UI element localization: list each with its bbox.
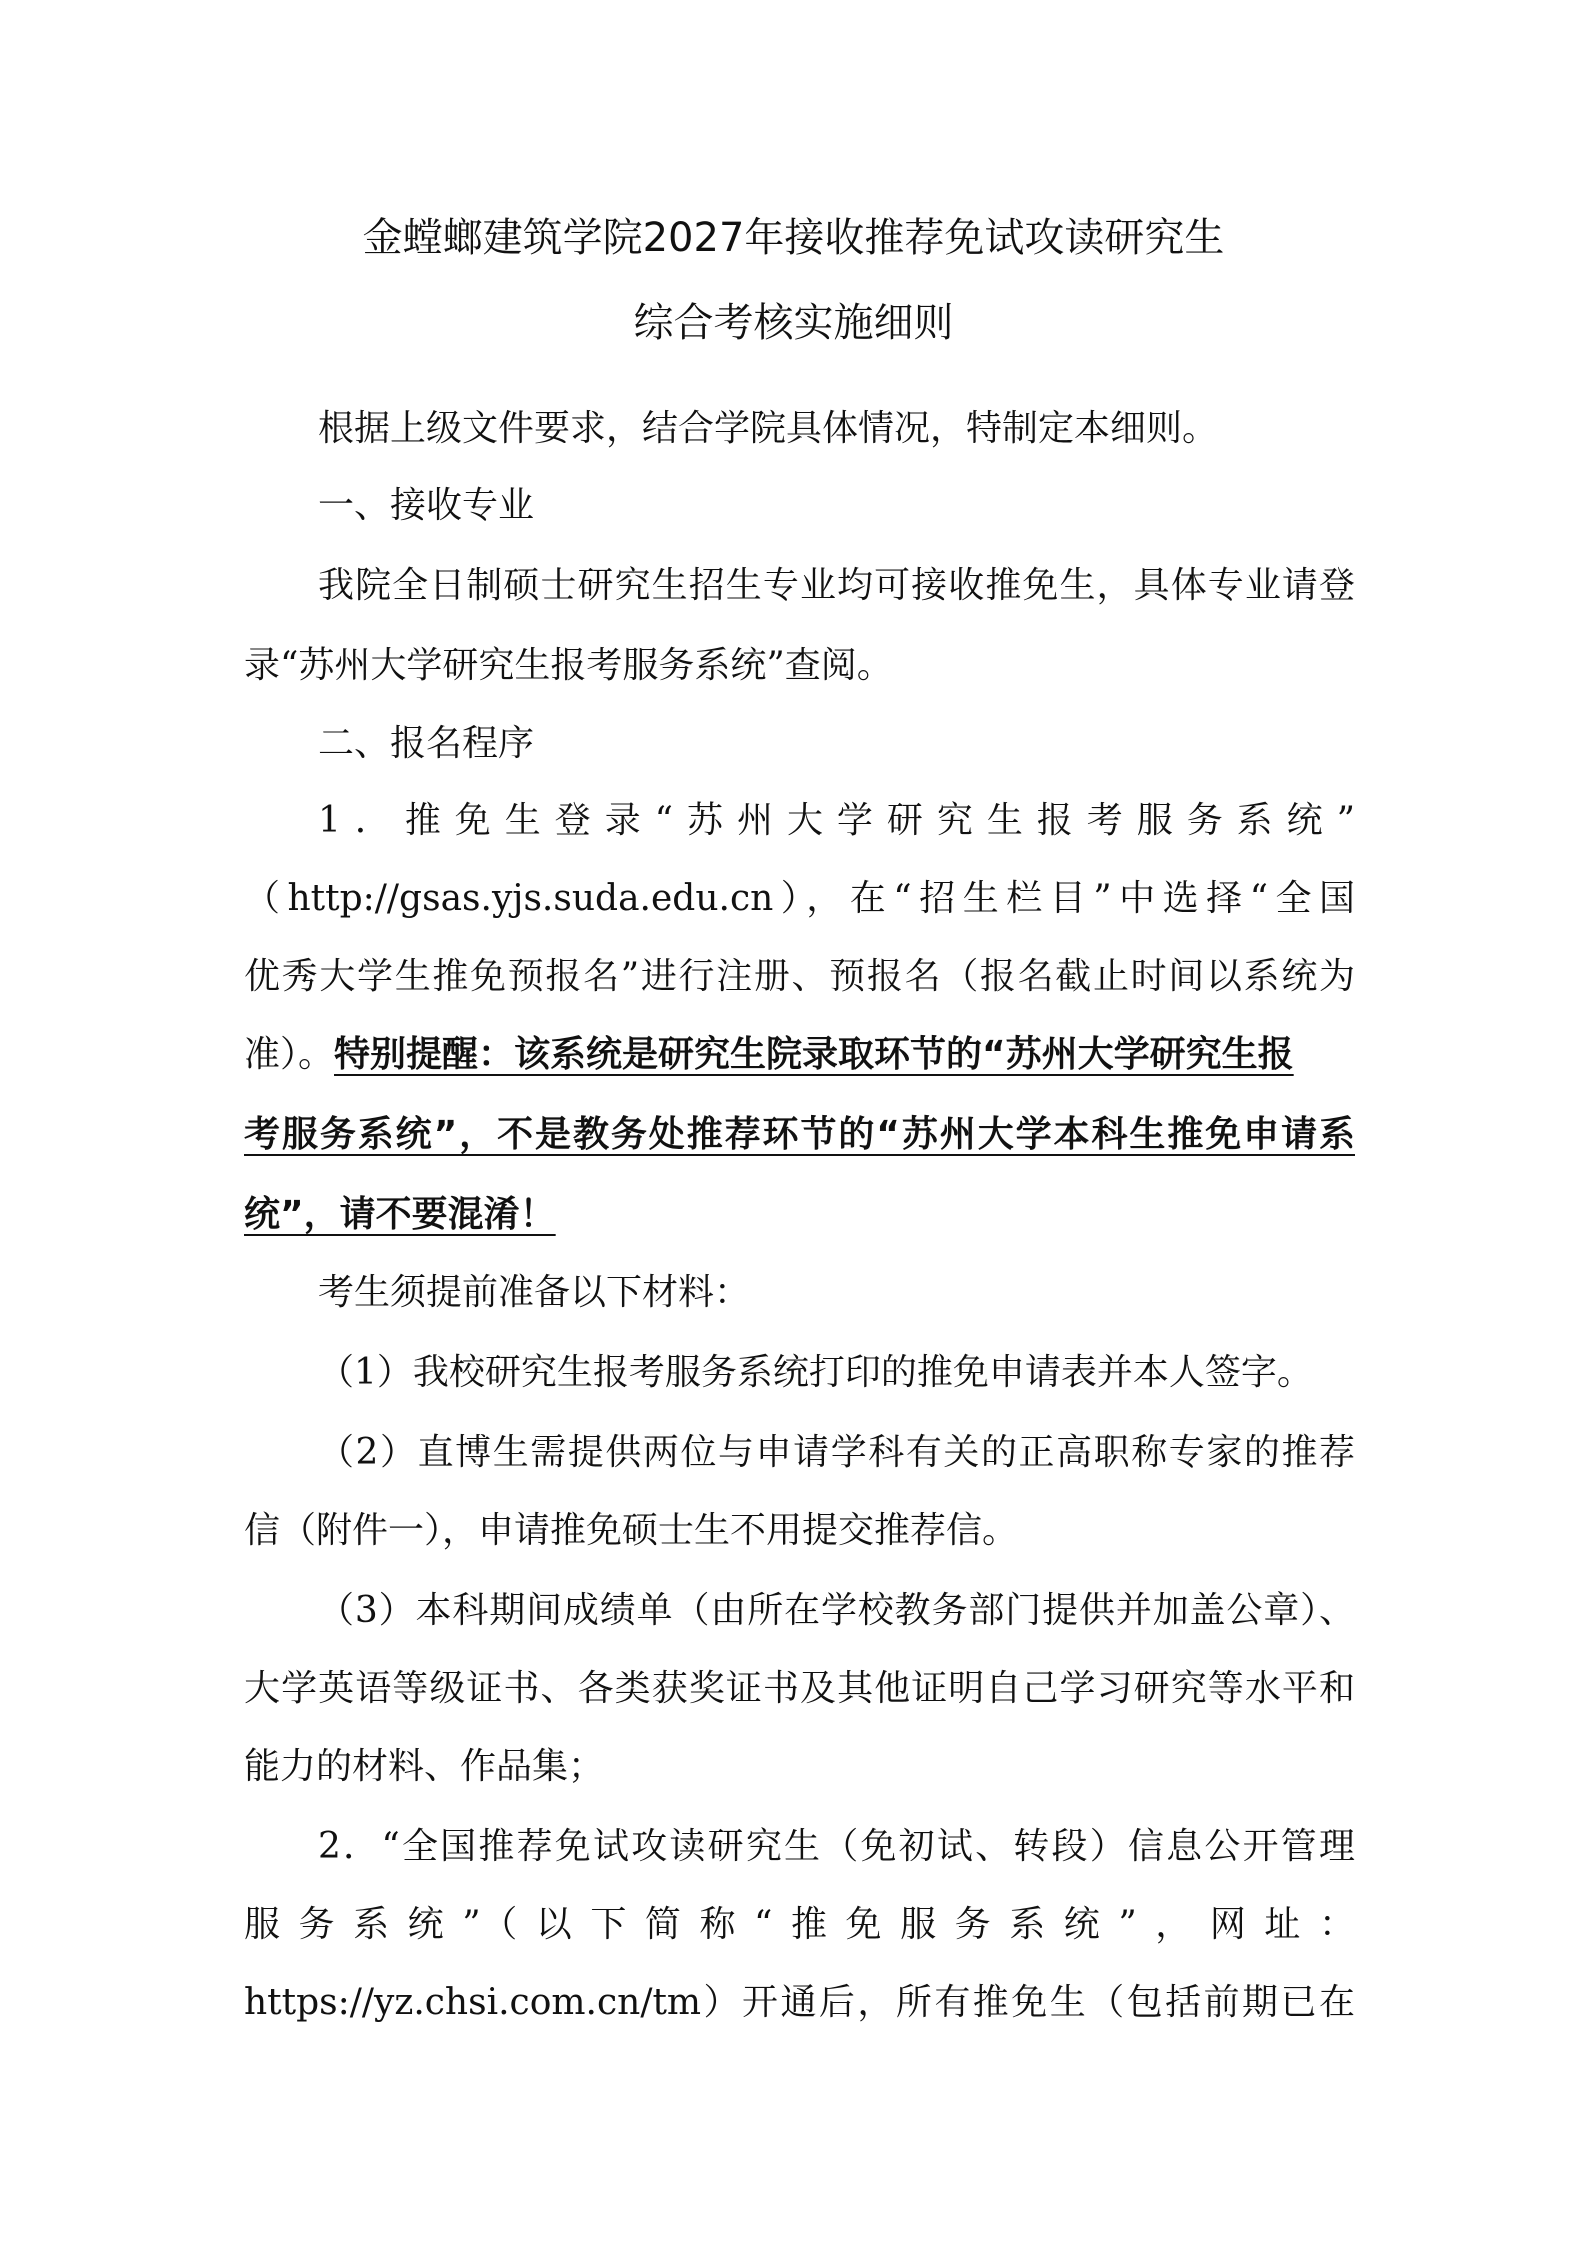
material-2-line2: 信（附件一），申请推免硕士生不用提交推荐信。 [244,1510,1019,1551]
section2-heading: 二、报名程序 [318,723,535,764]
material-3-line3: 能力的材料、作品集； [244,1746,605,1787]
material-3-line1: （3）本科期间成绩单（由所在学校教务部门提供并加盖公章）、 [318,1590,1355,1631]
item1-line6 [244,1189,556,1241]
materials-intro: 考生须提前准备以下材料： [318,1272,751,1313]
material-3-line2: 大学英语等级证书、各类获奖证书及其他证明自己学习研究等水平和 [244,1668,1355,1709]
item1-line3: 优秀大学生推免预报名”进行注册、预报名（报名截止时间以系统为 [244,956,1355,997]
item2-line3: https://yz.chsi.com.cn/tm）开通后，所有推免生（包括前期已在 [244,1982,1355,2023]
document-title-line2: 综合考核实施细则 [633,300,954,346]
item1-line4-plain: 准）。 [244,1034,335,1075]
item1-line2: （http://gsas.yjs.suda.edu.cn），在“招生栏目”中选择“全国 [244,878,1355,919]
section1-text-line1: 我院全日制硕士研究生招生专业均可接收推免生，具体专业请登 [318,565,1355,606]
section1-heading: 一、接收专业 [318,485,535,526]
material-1: （1）我校研究生报考服务系统打印的推免申请表并本人签字。 [318,1352,1313,1393]
special-reminder-text: 特别提醒：该系统是研究生院录取环节的“苏州大学研究生报 [334,1034,1294,1075]
section1-text-line2: 录“苏州大学研究生报考服务系统”查阅。 [244,645,893,686]
intro-paragraph: 根据上级文件要求，结合学院具体情况，特制定本细则。 [318,408,1219,449]
special-reminder-text-line3: 统”，请不要混淆！ [244,1194,556,1235]
item1-line5 [244,1109,1355,1161]
material-2-line1: （2）直博生需提供两位与申请学科有关的正高职称专家的推荐 [318,1432,1355,1473]
item1-line4 [244,1029,1294,1081]
item2-line2: 服务系统”（以下简称“推免服务系统”，网址： [244,1904,1355,1945]
item1-line1: 1．推免生登录“苏州大学研究生报考服务系统” [318,800,1355,841]
special-reminder-text-line2: 考服务系统”，不是教务处推荐环节的“苏州大学本科生推免申请系 [244,1114,1355,1155]
document-title-line1: 金螳螂建筑学院2027年接收推荐免试攻读研究生 [362,215,1225,261]
item2-line1: 2．“全国推荐免试攻读研究生（免初试、转段）信息公开管理 [318,1826,1355,1867]
